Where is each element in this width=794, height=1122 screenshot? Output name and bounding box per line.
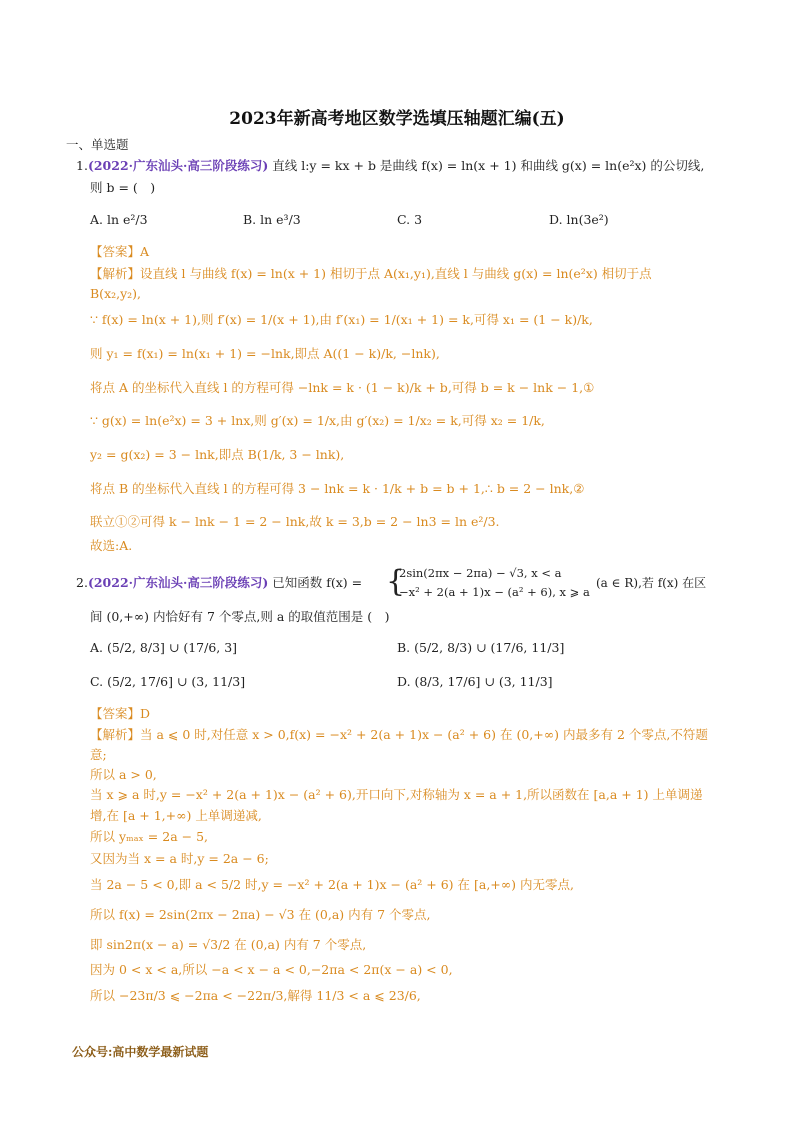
question-source: (2022·广东汕头·高三阶段练习) — [87, 158, 269, 173]
q2-solution-line: 因为 0 < x < a,所以 −a < x − a < 0,−2πa < 2π(x − a) < 0, — [90, 962, 453, 977]
q2-solution-line: 即 sin2π(x − a) = √3/2 在 (0,a) 内有 7 个零点, — [90, 937, 367, 952]
question-text: 已知函数 f(x) = — [272, 575, 363, 590]
question-source: (2022·广东汕头·高三阶段练习) — [87, 575, 269, 590]
question-text: 直线 l:y = kx + b 是曲线 f(x) = ln(x + 1) 和曲线 g(x) = ln(e²x) 的公切线, — [272, 158, 705, 173]
q1-solution-line: 则 y₁ = f(x₁) = ln(x₁ + 1) = −lnk,即点 A((1 − k)/k, −lnk), — [90, 346, 440, 361]
q1-answer: 【答案】A — [90, 244, 150, 259]
question-1-stem-cont: 则 b = ( ) — [90, 180, 156, 195]
section-heading: 一、单选题 — [66, 137, 129, 152]
q1-solution-line: 将点 B 的坐标代入直线 l 的方程可得 3 − lnk = k · 1/k + b = b + 1,∴ b = 2 − lnk,② — [90, 481, 585, 496]
q1-solution-line: 故选:A. — [90, 538, 133, 553]
q1-solution-line: B(x₂,y₂), — [90, 286, 142, 301]
page-footer: 公众号:高中数学最新试题 — [72, 1045, 209, 1059]
q2-choice-d: D. (8/3, 17/6] ∪ (3, 11/3] — [397, 674, 553, 689]
page-title: 2023年新高考地区数学选填压轴题汇编(五) — [229, 109, 565, 129]
q1-choice-b: B. ln e³/3 — [243, 212, 301, 227]
q1-choice-c: C. 3 — [397, 212, 423, 227]
q2-choice-c: C. (5/2, 17/6] ∪ (3, 11/3] — [90, 674, 246, 689]
q2-solution-line: 所以 f(x) = 2sin(2πx − 2πa) − √3 在 (0,a) 内有 7 个零点, — [90, 907, 431, 922]
q1-solution-line: 联立①②可得 k − lnk − 1 = 2 − lnk,故 k = 3,b = 2 − ln3 = ln e²/3. — [90, 514, 500, 529]
q1-solution-line: 【解析】设直线 l 与曲线 f(x) = ln(x + 1) 相切于点 A(x₁,y₁),直线 l 与曲线 g(x) = ln(e²x) 相切于点 — [90, 266, 652, 281]
question-1-stem — [76, 158, 704, 174]
q2-solution-line: 意; — [90, 747, 107, 762]
question-number: 2. — [76, 575, 88, 590]
q2-choice-b: B. (5/2, 8/3) ∪ (17/6, 11/3] — [397, 640, 565, 655]
q2-choice-a: A. (5/2, 8/3] ∪ (17/6, 3] — [90, 640, 238, 655]
question-2-stem — [76, 575, 362, 591]
q2-solution-line: 当 x ⩾ a 时,y = −x² + 2(a + 1)x − (a² + 6),开口向下,对称轴为 x = a + 1,所以函数在 [a,a + 1) 上单调递 — [90, 787, 703, 802]
q1-solution-line: ∵ f(x) = ln(x + 1),则 f′(x) = 1/(x + 1),由 f′(x₁) = 1/(x₁ + 1) = k,可得 x₁ = (1 − k)/k, — [90, 312, 593, 327]
piecewise-brace: { — [386, 564, 406, 599]
q2-solution-line: 【解析】当 a ⩽ 0 时,对任意 x > 0,f(x) = −x² + 2(a + 1)x − (a² + 6) 在 (0,+∞) 内最多有 2 个零点,不符题 — [90, 727, 708, 742]
q1-solution-line: 将点 A 的坐标代入直线 l 的方程可得 −lnk = k · (1 − k)/k + b,可得 b = k − lnk − 1,① — [90, 380, 595, 395]
question-text-cont: (a ∈ R),若 f(x) 在区 — [596, 576, 707, 590]
q2-solution-line: 增,在 [a + 1,+∞) 上单调递减, — [90, 808, 262, 823]
piecewise-case-2: −x² + 2(a + 1)x − (a² + 6), x ⩾ a — [399, 585, 590, 599]
q1-choice-a: A. ln e²/3 — [90, 212, 148, 227]
piecewise-case-1: 2sin(2πx − 2πa) − √3, x < a — [399, 566, 562, 580]
q2-solution-line: 所以 a > 0, — [90, 767, 157, 782]
q2-solution-line: 所以 yₘₐₓ = 2a − 5, — [90, 829, 208, 844]
question-number: 1. — [76, 158, 88, 173]
question-2-stem-cont: 间 (0,+∞) 内恰好有 7 个零点,则 a 的取值范围是 ( ) — [90, 609, 390, 624]
q1-choice-d: D. ln(3e²) — [549, 212, 609, 227]
q2-solution-line: 当 2a − 5 < 0,即 a < 5/2 时,y = −x² + 2(a + 1)x − (a² + 6) 在 [a,+∞) 内无零点, — [90, 877, 574, 892]
q2-answer: 【答案】D — [90, 706, 151, 721]
q1-solution-line: ∵ g(x) = ln(e²x) = 3 + lnx,则 g′(x) = 1/x,由 g′(x₂) = 1/x₂ = k,可得 x₂ = 1/k, — [90, 413, 545, 428]
q2-solution-line: 又因为当 x = a 时,y = 2a − 6; — [90, 851, 269, 866]
q1-solution-line: y₂ = g(x₂) = 3 − lnk,即点 B(1/k, 3 − lnk), — [90, 447, 345, 462]
q2-solution-line: 所以 −23π/3 ⩽ −2πa < −22π/3,解得 11/3 < a ⩽ 23/6, — [90, 988, 421, 1003]
